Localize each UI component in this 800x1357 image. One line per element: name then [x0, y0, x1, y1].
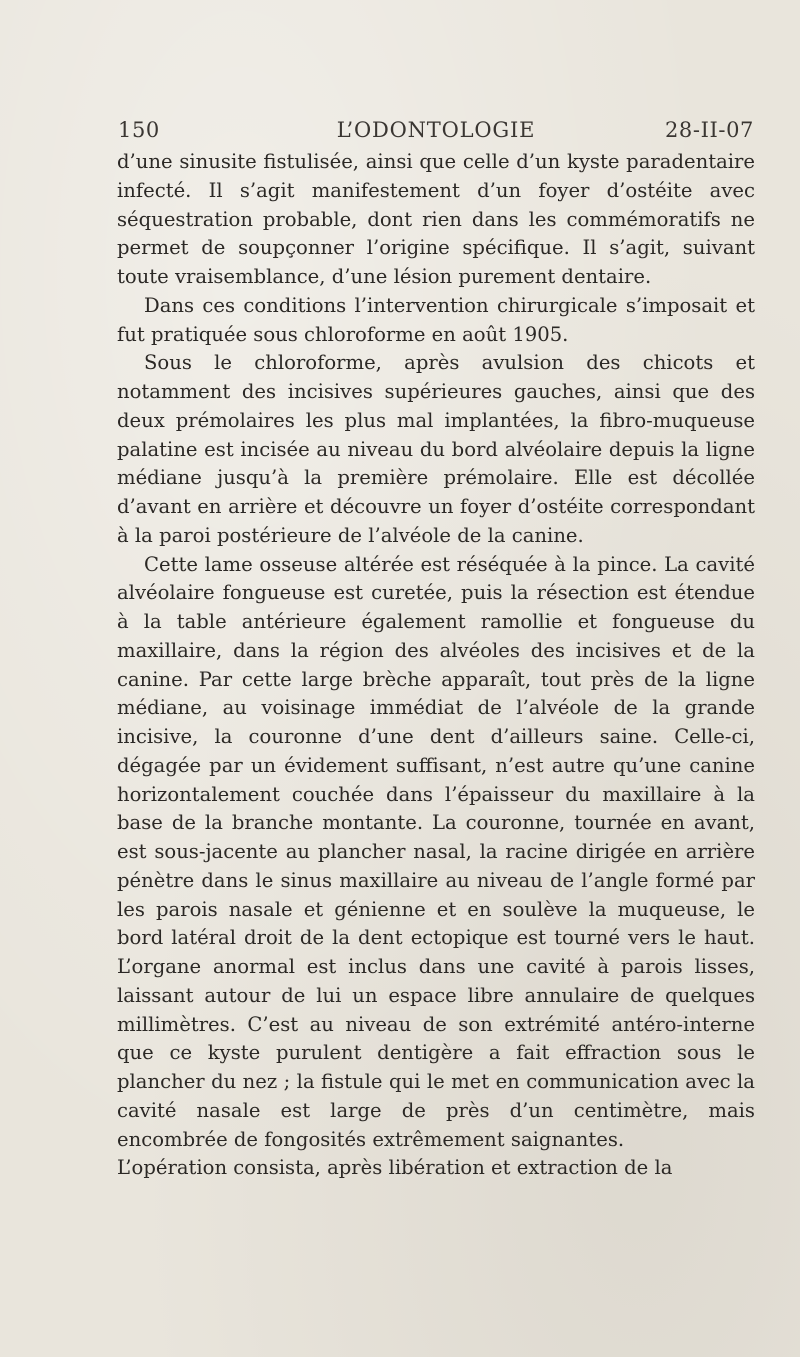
paragraph: Cette lame osseuse altérée est réséquée à la pince. La cavité alvéolaire fongueuse est curetée, puis la résection est étendue à la table antérieure également ramollie et fongueuse du maxillaire, dans la région des alvéoles des incisives et de la canine. Par cette large brèche apparaît, tout près de la ligne médiane, au voisinage immédiat de l’alvéole de la grande incisive, la couronne d’une dent d’ailleurs saine. Celle-ci, dégagée par un évidement suffisant, n’est autre qu’une canine horizontalement couchée dans l’épaisseur du maxillaire à la base de la branche montante. La couronne, tournée en avant, est sous-jacente au plancher nasal, la racine dirigée en arrière pénètre dans le sinus maxillaire au niveau de l’angle formé par les parois nasale et génienne et en soulève la muqueuse, le bord latéral droit de la dent ectopique est tourné vers le haut. L’organe anormal est inclus dans une cavité à parois lisses, laissant autour de lui un espace libre annulaire de quelques millimètres. C’est au niveau de son extrémité antéro-interne que ce kyste purulent dentigère a fait effraction sous le plancher du nez ; la fistule qui le met en communication avec la cavité nasale est large de près d’un centimètre, mais encombrée de fongosités extrêmement saignantes.	[117, 552, 755, 1151]
paragraph-continued: d’une sinusite fistulisée, ainsi que celle d’un kyste paradentaire infecté. Il s’agit manifestement d’un foyer d’ostéite avec séquestration probable, dont rien dans les commémoratifs ne permet de soupçonner l’origine spécifique. Il s’agit, suivant toute vraisemblance, d’une lésion purement dentaire.	[117, 150, 755, 288]
issue-date: 28-II-07	[664, 118, 754, 142]
paragraph: L’opération consista, après libération et extraction de la	[117, 1156, 673, 1180]
paragraph: Dans ces conditions l’intervention chirurgicale s’imposait et fut pratiquée sous chloroforme en août 1905.	[117, 293, 755, 346]
body-text	[117, 148, 755, 1183]
running-header	[118, 118, 754, 148]
page-number: 150	[118, 118, 160, 142]
paragraph: Sous le chloroforme, après avulsion des chicots et notamment des incisives supérieures gauches, ainsi que des deux prémolaires les plus mal implantées, la fibro-muqueuse palatine est incisée au niveau du bord alvéolaire depuis la ligne médiane jusqu’à la première prémolaire. Elle est décollée d’avant en arrière et découvre un foyer d’ostéite correspondant à la paroi postérieure de l’alvéole de la canine.	[117, 351, 755, 547]
running-title: L’ODONTOLOGIE	[336, 118, 536, 142]
